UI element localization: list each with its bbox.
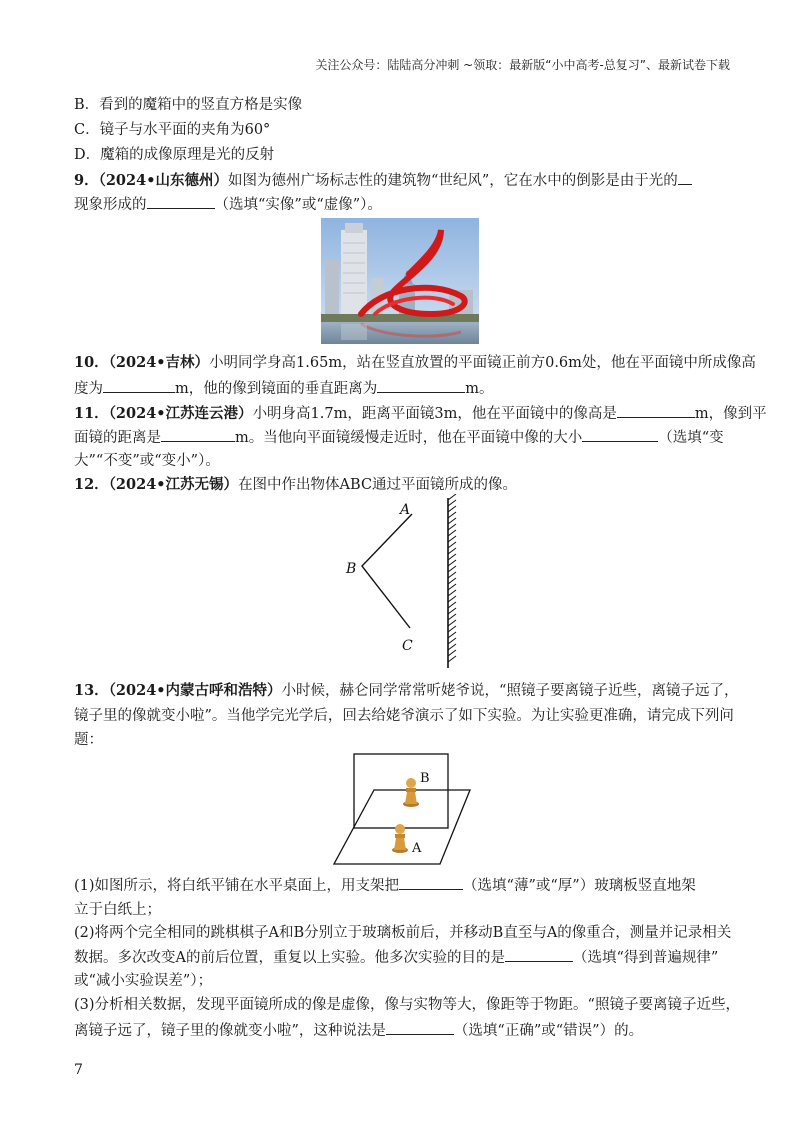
q10-source: （2024•吉林） [108,354,210,371]
q13-text1: 小时候，赫仑同学常常听姥爷说，“照镜子要离镜子近些，离镜子远了， [281,683,739,699]
mirror-abc-figure [330,494,470,670]
q11-text2b: m。当他向平面镜缓慢走近时，他在平面镜中像的大小 [235,430,583,446]
q13-blank-1[interactable] [399,874,463,890]
q11-source: （2024•江苏连云港） [108,405,253,422]
q9-blank-1[interactable] [678,169,692,185]
q13-p2-line3: 或“减小实验误差”）； [74,973,213,989]
q10-blank-1[interactable] [103,377,175,393]
q9-line1 [74,169,692,192]
q13-p1a: (1)如图所示，将白纸平铺在水平桌面上，用支架把 [74,878,400,894]
q9-text3: （选填“实像”或“虚像”）。 [214,197,382,213]
q13-p2-line2 [74,946,718,969]
q11-text1b: m，像到平 [694,406,767,422]
q13-blank-2[interactable] [505,946,573,962]
q13-p3b: 离镜子远了，镜子里的像就变小啦”，这种说法是 [74,1023,386,1039]
q9-text2: 现象形成的 [74,197,147,213]
q13-line3: 题： [74,732,103,748]
q13-number: 13． [74,682,109,699]
q11-number: 11． [74,405,109,422]
q13-source: （2024•内蒙古呼和浩特） [108,682,282,699]
q9-source: （2024•山东德州） [98,172,228,189]
mirror-hatching [448,494,456,662]
glass-plate [354,754,448,828]
q11-blank-3[interactable] [582,426,658,442]
label-c: C [402,638,413,654]
object-abc [362,514,412,628]
q13-p3-line2 [74,1019,643,1042]
q9-text1: 如图为德州广场标志性的建筑物“世纪风”，它在水中的倒影是由于光的 [227,173,678,189]
q13-blank-3[interactable] [386,1019,454,1035]
option-b: B．看到的魔箱中的竖直方格是实像 [74,97,303,113]
q13-p3c: （选填“正确”或“错误”）的。 [453,1023,644,1039]
q13-line1 [74,680,738,702]
page-header: 关注公众号：陆陆高分冲刺 ~领取：最新版“小中高考-总复习”、最新试卷下载 [315,58,730,72]
q10-line1 [74,352,756,374]
q13-p1-line2: 立于白纸上； [74,902,161,918]
q9-line2 [74,193,382,216]
q13-p2-line1: (2)将两个完全相同的跳棋棋子A和B分别立于玻璃板前后，并移动B直至与A的像重合，测量并记录相关 [74,925,732,941]
q13-line2: 镜子里的像就变小啦”。当他学完光学后，回去给姥爷演示了如下实验。为让实验更准确，请完成下列问 [74,708,734,724]
q10-blank-2[interactable] [377,377,465,393]
q11-line2 [74,426,724,449]
label-b-piece: B [420,771,430,786]
q13-p1b: （选填“薄”或“厚”）玻璃板竖直地架 [463,878,696,894]
glass-plate-experiment-figure [330,750,475,868]
label-a-piece: A [412,841,422,856]
label-b: B [346,561,357,577]
q9-number: 9． [74,172,99,189]
q11-blank-1[interactable] [617,402,695,418]
option-c: C．镜子与水平面的夹角为60° [74,122,271,138]
chess-piece-b [403,778,419,807]
q12-text1: 在图中作出物体ABC通过平面镜所成的像。 [238,477,518,493]
q11-blank-2[interactable] [161,426,235,442]
q11-line1 [74,402,767,425]
option-d: D．魔箱的成像原理是光的反射 [74,147,275,163]
page-number: 7 [74,1062,83,1078]
q10-text2a: 度为 [74,381,103,397]
q11-text1a: 小明身高1.7m，距离平面镜3m，他在平面镜中的像高是 [252,406,617,422]
q11-text2c: （选填“变 [658,430,724,446]
q9-blank-2[interactable] [147,193,215,209]
q12-source: （2024•江苏无锡） [108,476,239,493]
q13-p2c: （选填“得到普遍规律” [572,950,719,966]
q10-text2c: m。 [465,381,494,397]
century-wind-sculpture-photo [321,218,479,344]
q10-number: 10． [74,354,109,371]
q13-p3-line1: (3)分析相关数据，发现平面镜所成的像是虚像，像与实物等大，像距等于物距。“照镜子要离镜子近些， [74,997,740,1013]
q13-p1-line1 [74,874,696,897]
q11-line3: 大”“不变”或“变小”）。 [74,453,220,469]
q10-text2b: m，他的像到镜面的垂直距离为 [175,381,378,397]
q12-number: 12． [74,476,109,493]
q10-text1: 小明同学身高1.65m，站在竖直放置的平面镜正前方0.6m处，他在平面镜中所成像高 [209,355,756,371]
q12-line1 [74,474,517,496]
label-a: A [400,502,411,518]
q11-text2a: 面镜的距离是 [74,430,161,446]
q10-line2 [74,377,494,400]
q13-p2b: 数据。多次改变A的前后位置，重复以上实验。他多次实验的目的是 [74,950,505,966]
